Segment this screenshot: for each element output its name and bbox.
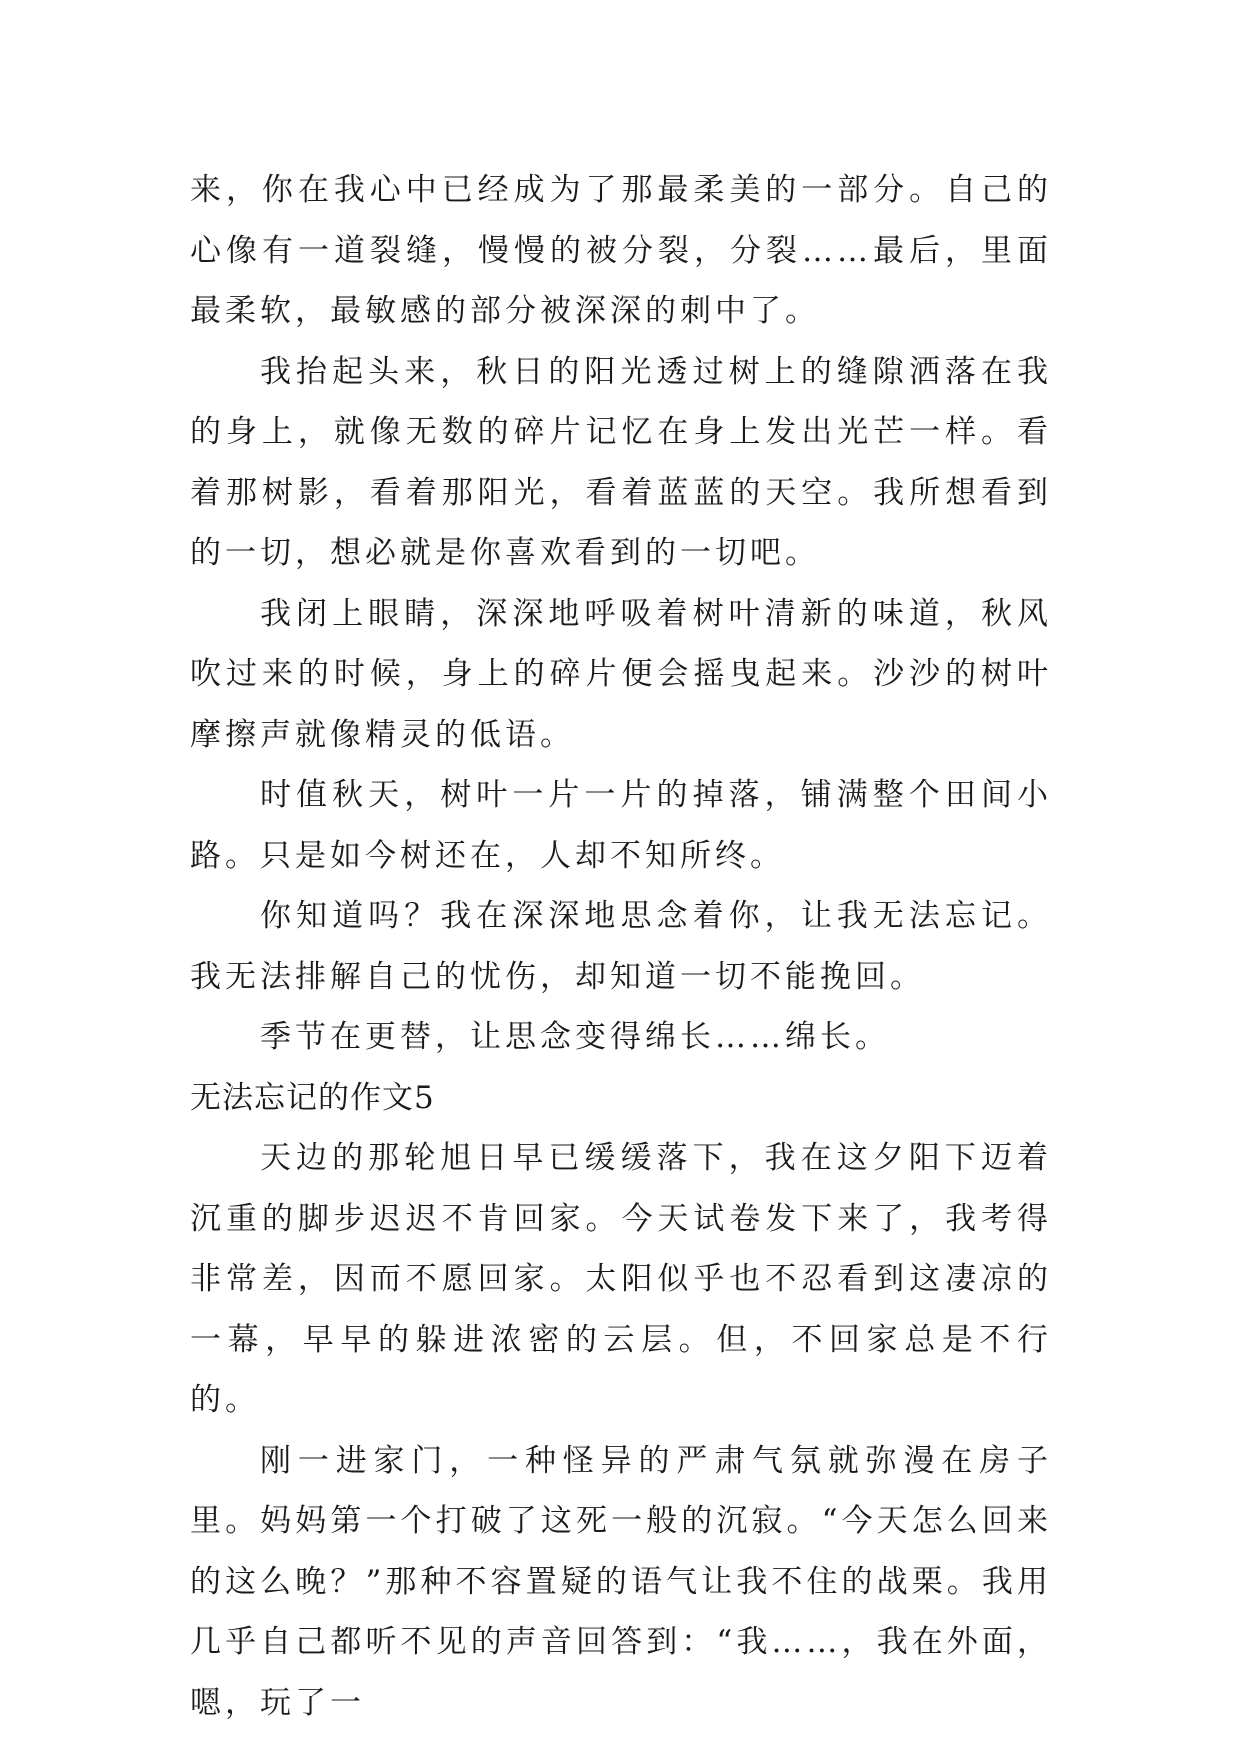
paragraph: 时值秋天，树叶一片一片的掉落，铺满整个田间小路。只是如今树还在，人却不知所终。: [190, 777, 1052, 874]
paragraph: 我抬起头来，秋日的阳光透过树上的缝隙洒落在我的身上，就像无数的碎片记忆在身上发出光芒一样。看着那树影，看着那阳光，看着蓝蓝的天空。我所想看到的一切，想必就是你喜欢看到的一切吧。: [190, 353, 1052, 571]
paragraph: 季节在更替，让思念变得绵长……绵长。: [260, 1019, 890, 1055]
paragraph: 刚一进家门，一种怪异的严肃气氛就弥漫在房子里。妈妈第一个打破了这死一般的沉寂。“今天怎么回来的这么晚？”那种不容置疑的语气让我不住的战栗。我用几乎自己都听不见的声音回答到：“我……，我在外面，嗯，玩了一: [190, 1442, 1052, 1721]
section-heading: 无法忘记的作文5: [190, 1079, 435, 1116]
paragraph: 我闭上眼睛，深深地呼吸着树叶清新的味道，秋风吹过来的时候，身上的碎片便会摇曳起来。沙沙的树叶摩擦声就像精灵的低语。: [190, 595, 1052, 753]
document-page: [190, 160, 1052, 1733]
paragraph-continuation: 来，你在我心中已经成为了那最柔美的一部分。自己的心像有一道裂缝，慢慢的被分裂，分裂……最后，里面最柔软，最敏感的部分被深深的刺中了。: [190, 172, 1052, 329]
paragraph: 天边的那轮旭日早已缓缓落下，我在这夕阳下迈着沉重的脚步迟迟不肯回家。今天试卷发下来了，我考得非常差，因而不愿回家。太阳似乎也不忍看到这凄凉的一幕，早早的躲进浓密的云层。但，不回家总是不行的。: [190, 1140, 1052, 1418]
paragraph: 你知道吗？我在深深地思念着你，让我无法忘记。我无法排解自己的忧伤，却知道一切不能挽回。: [190, 898, 1052, 995]
